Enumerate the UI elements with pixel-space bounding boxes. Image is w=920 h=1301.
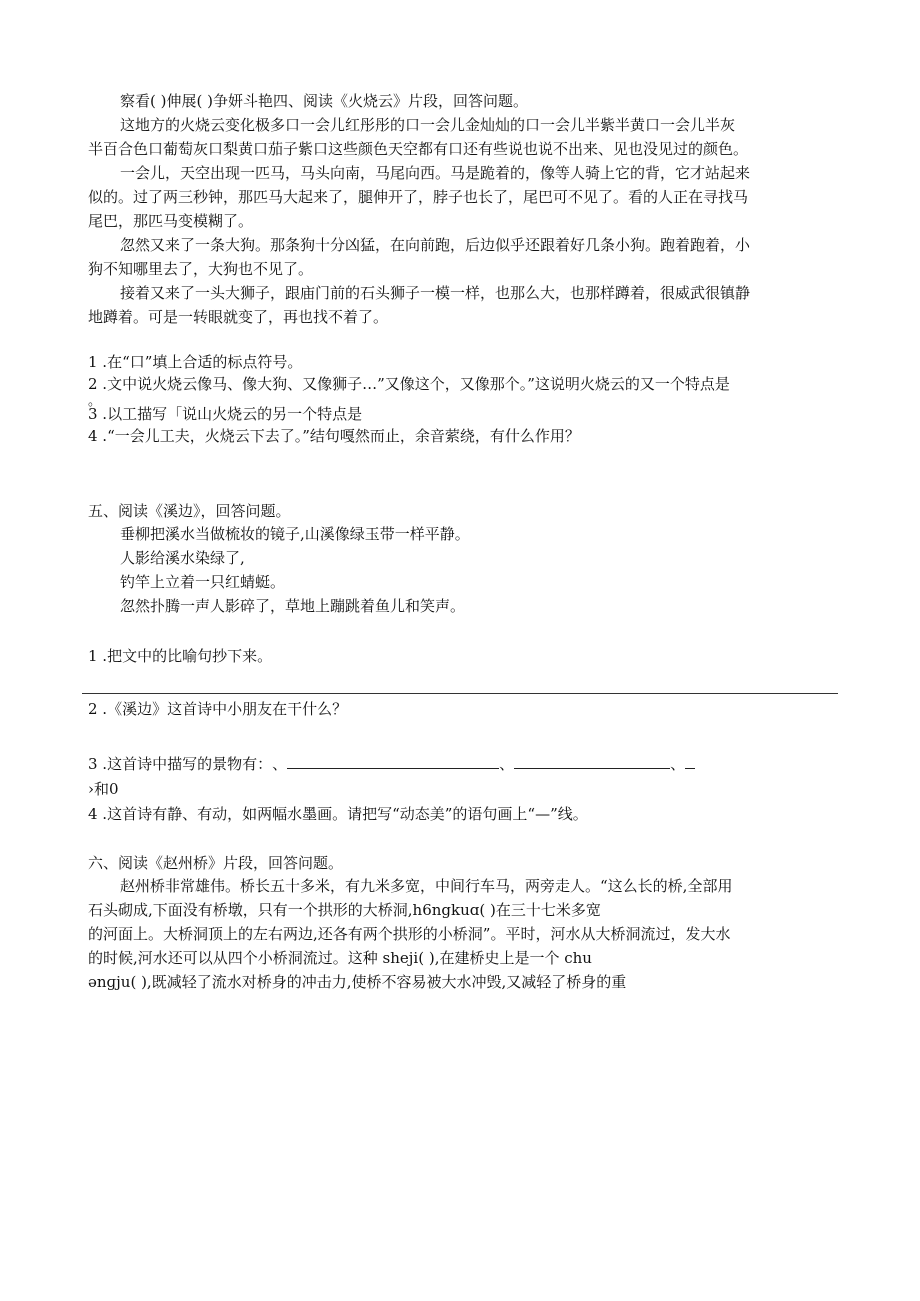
question-2: 2 .《溪边》这首诗中小朋友在干什么？ xyxy=(88,700,348,718)
passage-line: 的时候,河水还可以从四个小桥洞流过。这种 sheji( ),在建桥史上是一个 chu xyxy=(88,949,592,967)
answer-blank[interactable] xyxy=(514,752,670,769)
question-2: 2 .文中说火烧云像马、像大狗、又像狮子…”又像这个，又像那个。”这说明火烧云的又一个特点是 xyxy=(88,375,730,393)
question-1: 1 .在“口”填上合适的标点符号。 xyxy=(88,353,303,371)
answer-line xyxy=(82,693,838,694)
question-2-continuation: 。 xyxy=(88,395,102,408)
answer-blank[interactable] xyxy=(287,752,499,769)
question-3-prompt: 3 .这首诗中描写的景物有： xyxy=(88,755,273,773)
passage-line: ənɡju( ),既减轻了流水对桥身的冲击力,使桥不容易被大水冲毁,又减轻了桥身的重 xyxy=(88,973,627,991)
separator: 、 xyxy=(499,755,515,773)
passage-line: 一会儿，天空出现一匹马，马头向南，马尾向西。马是跪着的，像等人骑上它的背，它才站起来 xyxy=(120,164,751,182)
passage-line: 尾巴，那匹马变模糊了。 xyxy=(88,212,254,230)
passage-line: 石头砌成,下面没有桥墩，只有一个拱形的大桥洞,h6ngkuɑ( )在三十七米多宽 xyxy=(88,901,601,919)
passage-line: 似的。过了两三秒钟，那匹马大起来了，腿伸开了，脖子也长了，尾巴可不见了。看的人正在寻找马 xyxy=(88,188,749,206)
poem-line: 垂柳把溪水当做梳妆的镜子,山溪像绿玉带一样平静。 xyxy=(120,525,470,543)
question-4: 4 .“一会儿工夫，火烧云下去了。”结句嘎然而止，余音萦绕，有什么作用？ xyxy=(88,427,580,445)
intro-line: 察看( )伸展( )争妍斗艳四、阅读《火烧云》片段，回答问题。 xyxy=(120,92,528,110)
section-heading: 六、阅读《赵州桥》片段，回答问题。 xyxy=(88,854,344,872)
passage-line: 忽然又来了一条大狗。那条狗十分凶猛，在向前跑，后边似乎还跟着好几条小狗。跑着跑着，小 xyxy=(120,236,751,254)
separator: 、 xyxy=(272,755,288,773)
question-3: 3 .以工描写「说山火烧云的另一个特点是 xyxy=(88,405,363,423)
poem-line: 忽然扑腾一声人影碎了，草地上蹦跳着鱼儿和笑声。 xyxy=(120,597,466,615)
separator: 、 xyxy=(670,755,686,773)
poem-line: 钓竿上立着一只红蜻蜓。 xyxy=(120,573,286,591)
question-3 xyxy=(88,752,848,775)
passage-line: 赵州桥非常雄伟。桥长五十多米，有九米多宽，中间行车马，两旁走人。“这么长的桥,全部用 xyxy=(120,877,733,895)
passage-line: 地蹲着。可是一转眼就变了，再也找不着了。 xyxy=(88,308,389,326)
passage-line: 接着又来了一头大狮子，跟庙门前的石头狮子一模一样，也那么大，也那样蹲着，很威武很镇静 xyxy=(120,284,751,302)
section-heading: 五、阅读《溪边》，回答问题。 xyxy=(88,502,291,520)
passage-line: 这地方的火烧云变化极多口一会儿红彤彤的口一会儿金灿灿的口一会儿半紫半黄口一会儿半灰 xyxy=(120,116,736,134)
question-3-continuation: ›和0 xyxy=(88,780,119,798)
question-4: 4 .这首诗有静、有动，如两幅水墨画。请把写“动态美”的语句画上“—”线。 xyxy=(88,805,588,823)
answer-blank[interactable] xyxy=(685,752,695,769)
passage-line: 狗不知哪里去了，大狗也不见了。 xyxy=(88,260,314,278)
passage-line: 的河面上。大桥洞顶上的左右两边,还各有两个拱形的小桥洞”。平时，河水从大桥洞流过，发大水 xyxy=(88,925,731,943)
question-1: 1 .把文中的比喻句抄下来。 xyxy=(88,647,273,665)
poem-line: 人影给溪水染绿了, xyxy=(120,549,245,567)
passage-line: 半百合色口葡萄灰口梨黄口茄子紫口这些颜色天空都有口还有些说也说不出来、见也没见过的颜色。 xyxy=(88,140,749,158)
